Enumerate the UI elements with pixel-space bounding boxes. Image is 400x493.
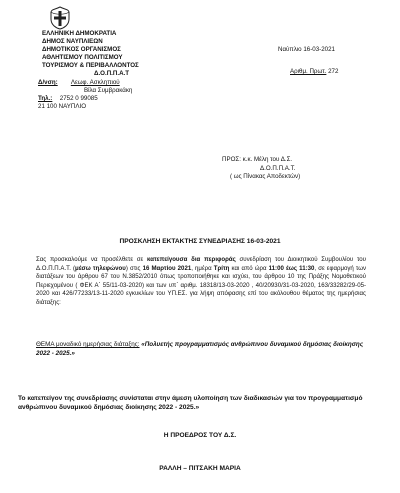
place-date: Ναύπλιο 16-03-2021 — [278, 46, 335, 53]
header-line: ΕΛΛΗΝΙΚΗ ΔΗΜΟΚΡΑΤΙΑ — [42, 30, 117, 37]
postal-line: 21 100 ΝΑΥΠΛΙΟ — [38, 103, 87, 110]
address-line2: Βίλα Συμβρακάκη — [84, 87, 133, 94]
address-label: Δ/νση: — [38, 79, 58, 86]
body-text: , σε εφαρμογή των διατάξεων του άρθρου 67 του Ν.3852/2010 όπως τροποποιήθηκε και ισχύει, του άρθρου 10 της Πράξης Νομοθετικού Περιεχομένου ( ΦΕΚ Α΄ 55/11-03-2020) και των υπ΄ αριθμ. 18318/13-03-2020 , 40/20930/31-03-2020, 163/33282/29-05-2020 και 426/77233/13-11-2020 εγκυκλίων του ΥΠ.ΕΣ. για λήψη απόφασης επί του ακόλουθου θέματος της ημερήσιας διάταξης: — [36, 264, 367, 306]
phone-label: Τηλ.: — [38, 95, 53, 102]
address-block — [38, 79, 132, 111]
signature-role: Η ΠΡΟΕΔΡΟΣ ΤΟΥ Δ.Σ. — [163, 432, 237, 439]
signature-name: ΡΑΛΛΗ – ΠΙΤΣΑΚΗ ΜΑΡΙΑ — [159, 465, 241, 472]
body-text: ) στις — [125, 264, 141, 272]
protocol-label: Αριθμ. Πρωτ. — [290, 68, 327, 75]
agenda-topic — [36, 341, 366, 358]
body-text: και από ώρα — [231, 264, 267, 272]
header-line: ΔΗΜΟΣ ΝΑΥΠΛΙΕΩΝ — [42, 38, 103, 45]
body-bold: Τρίτη — [213, 264, 230, 272]
agenda-label: ΘΕΜΑ μοναδικό ημερήσιας διάταξης: — [36, 341, 140, 348]
header-line: ΔΗΜΟΤΙΚΟΣ ΟΡΓΑΝΙΣΜΟΣ — [42, 46, 121, 53]
phone-value: 2752 0 99085 — [59, 95, 98, 102]
protocol-number: 272 — [328, 68, 339, 75]
body-bold: μέσω τηλεφώνου — [75, 264, 126, 272]
body-bold: 16 Μαρτίου 2021 — [142, 264, 192, 272]
urgency-paragraph: Το κατεπείγον της συνεδρίασης συνίσταται στην άμεση υλοποίηση των διαδικασιών για τον προγραμματισμό ανθρώπινου δυναμικού δημόσιας διοίκησης 2022 - 2025.» — [18, 395, 363, 411]
header-line: Δ.Ο.Π.Π.Α.Τ — [94, 70, 130, 77]
body-paragraph — [36, 256, 366, 308]
header-line: ΤΟΥΡΙΣΜΟΥ & ΠΕΡΙΒΑΛΛΟΝΤΟΣ — [42, 62, 139, 69]
recipient-block — [222, 156, 300, 182]
body-bold: 11:00 έως 11:30 — [268, 264, 315, 272]
body-text: Σας προσκαλούμε να προσέλθετε σε — [36, 256, 144, 263]
body-text: συνεδρίαση του Διοικητικού Συμβουλίου του Δ.Ο.Π.Π.Α.Τ. ( — [36, 256, 367, 272]
protocol-line — [290, 68, 338, 76]
document-title: ΠΡΟΣΚΛΗΣΗ ΕΚΤΑΚΤΗΣ ΣΥΝΕΔΡΙΑΣΗΣ 16-03-2021 — [119, 238, 281, 245]
header-org-lines — [42, 30, 192, 78]
body-bold: κατεπείγουσα δια περιφοράς — [147, 256, 236, 263]
recipient-line: ( ως Πίνακας Αποδεκτών) — [230, 173, 301, 180]
agenda-text: «Πολυετής προγραμματισμός ανθρώπινου δυναμικού δημόσιας διοίκησης 2022 - 2025.» — [36, 341, 364, 357]
greek-emblem-icon — [49, 6, 71, 30]
header-line: ΑΘΛΗΤΙΣΜΟΥ ΠΟΛΙΤΙΣΜΟΥ — [42, 54, 123, 61]
recipient-line: ΠΡΟΣ: κ.κ. Μέλη του Δ.Σ. — [222, 156, 293, 163]
recipient-line: Δ.Ο.Π.Π.Α.Τ. — [260, 164, 296, 172]
body-text: , ημέρα — [191, 264, 212, 272]
address-value: Λεωφ. Ασκληπιού — [70, 79, 120, 86]
